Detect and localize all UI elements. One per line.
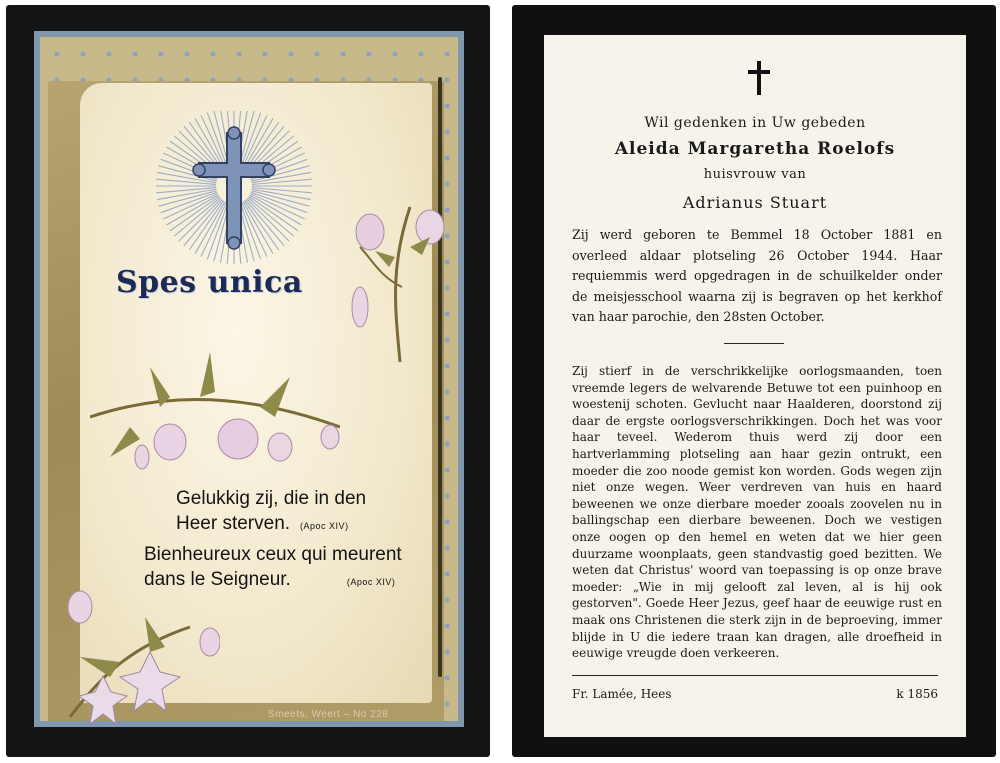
- intro-line: Wil gedenken in Uw gebeden: [644, 115, 866, 131]
- husband-name: Adrianus Stuart: [682, 193, 828, 212]
- verse-french-ref: (Apoc XIV): [346, 577, 396, 587]
- verse-french-line2: dans le Seigneur.: [144, 569, 291, 590]
- front-printer-mark: Smeets, Weert – No 228: [268, 709, 389, 720]
- deceased-name: Aleida Margaretha Roelofs: [614, 139, 896, 159]
- verse-french: [144, 543, 464, 594]
- back-printer-mark: Fr. Lamée, Hees: [572, 687, 672, 701]
- motto-spes-unica: [116, 265, 303, 300]
- verse-dutch: [176, 487, 496, 538]
- relation-line: huisvrouw van: [703, 167, 807, 182]
- verse-dutch-line1: Gelukkig zij, die in den: [176, 488, 367, 509]
- divider: [724, 343, 784, 344]
- front-frame: [34, 31, 464, 727]
- memorial-card-front: [6, 5, 490, 757]
- flower-spray-top-right-icon: [340, 187, 450, 367]
- verse-french-line1: Bienheureux ceux qui meurent: [144, 544, 402, 565]
- memorial-card-back: [512, 5, 996, 757]
- print-code: k 1856: [896, 687, 938, 701]
- verse-dutch-ref: (Apoc XIV): [300, 521, 349, 531]
- verse-dutch-line2: Heer sterven.: [176, 513, 291, 534]
- flower-spray-middle-icon: [90, 327, 340, 497]
- biography-paragraph: Zij werd geboren te Bemmel 18 October 1881 en overleed aldaar plotseling 26 October 1944. Haar requiemmis werd opgedragen in de schuilkelder onder de meisjesschool waarna zij is begraven op het kerkhof van haar parochie, den 28sten October.: [572, 227, 942, 324]
- back-paper: [544, 35, 966, 737]
- motto-text: Spes unica: [116, 265, 303, 300]
- dotted-border: [40, 37, 458, 721]
- memorial-paragraph: Zij stierf in de verschrikkelijke oorlogsmaanden, toen vreemde legers de welvarende Betuwe tot een puinhoop en woestenij schoten. Gevlucht naar Haalderen, doorstond zij daar de ergste oorlogsverschrikkingen. Doch het was voor haar teveel. Wederom thuis werd zij door een hartverlamming plotseling aan haar gezin ontrukt, een moeder die zoo noode gemist kon worden. Gods wegen zijn niet onze wegen. Weer verdreven van huis en haard beweenen we onze dierbare moeder zooals zoovelen nu in ballingschap een dierbare beweenen. Doch we vestigen onze oogen op den hemel en weten dat we hier geen duurzame woonplaats, geen standvastig goed bezitten. We weten dat Christus' woord van toepassing is op onze brave moeder: „Wie in mij gelooft zal leven, al is hij ook gestorven". Goede Heer Jezus, geef haar de eeuwige rust en maak ons Christenen die sterk zijn in de beproeving, immer blijde in U die iedere traan kan dragen, alle droefheid in eeuwige vreugde doen verkeeren.: [572, 364, 942, 661]
- footer-rule: [572, 675, 938, 676]
- radiant-cross-icon: [154, 111, 314, 271]
- cross-icon: [748, 61, 770, 95]
